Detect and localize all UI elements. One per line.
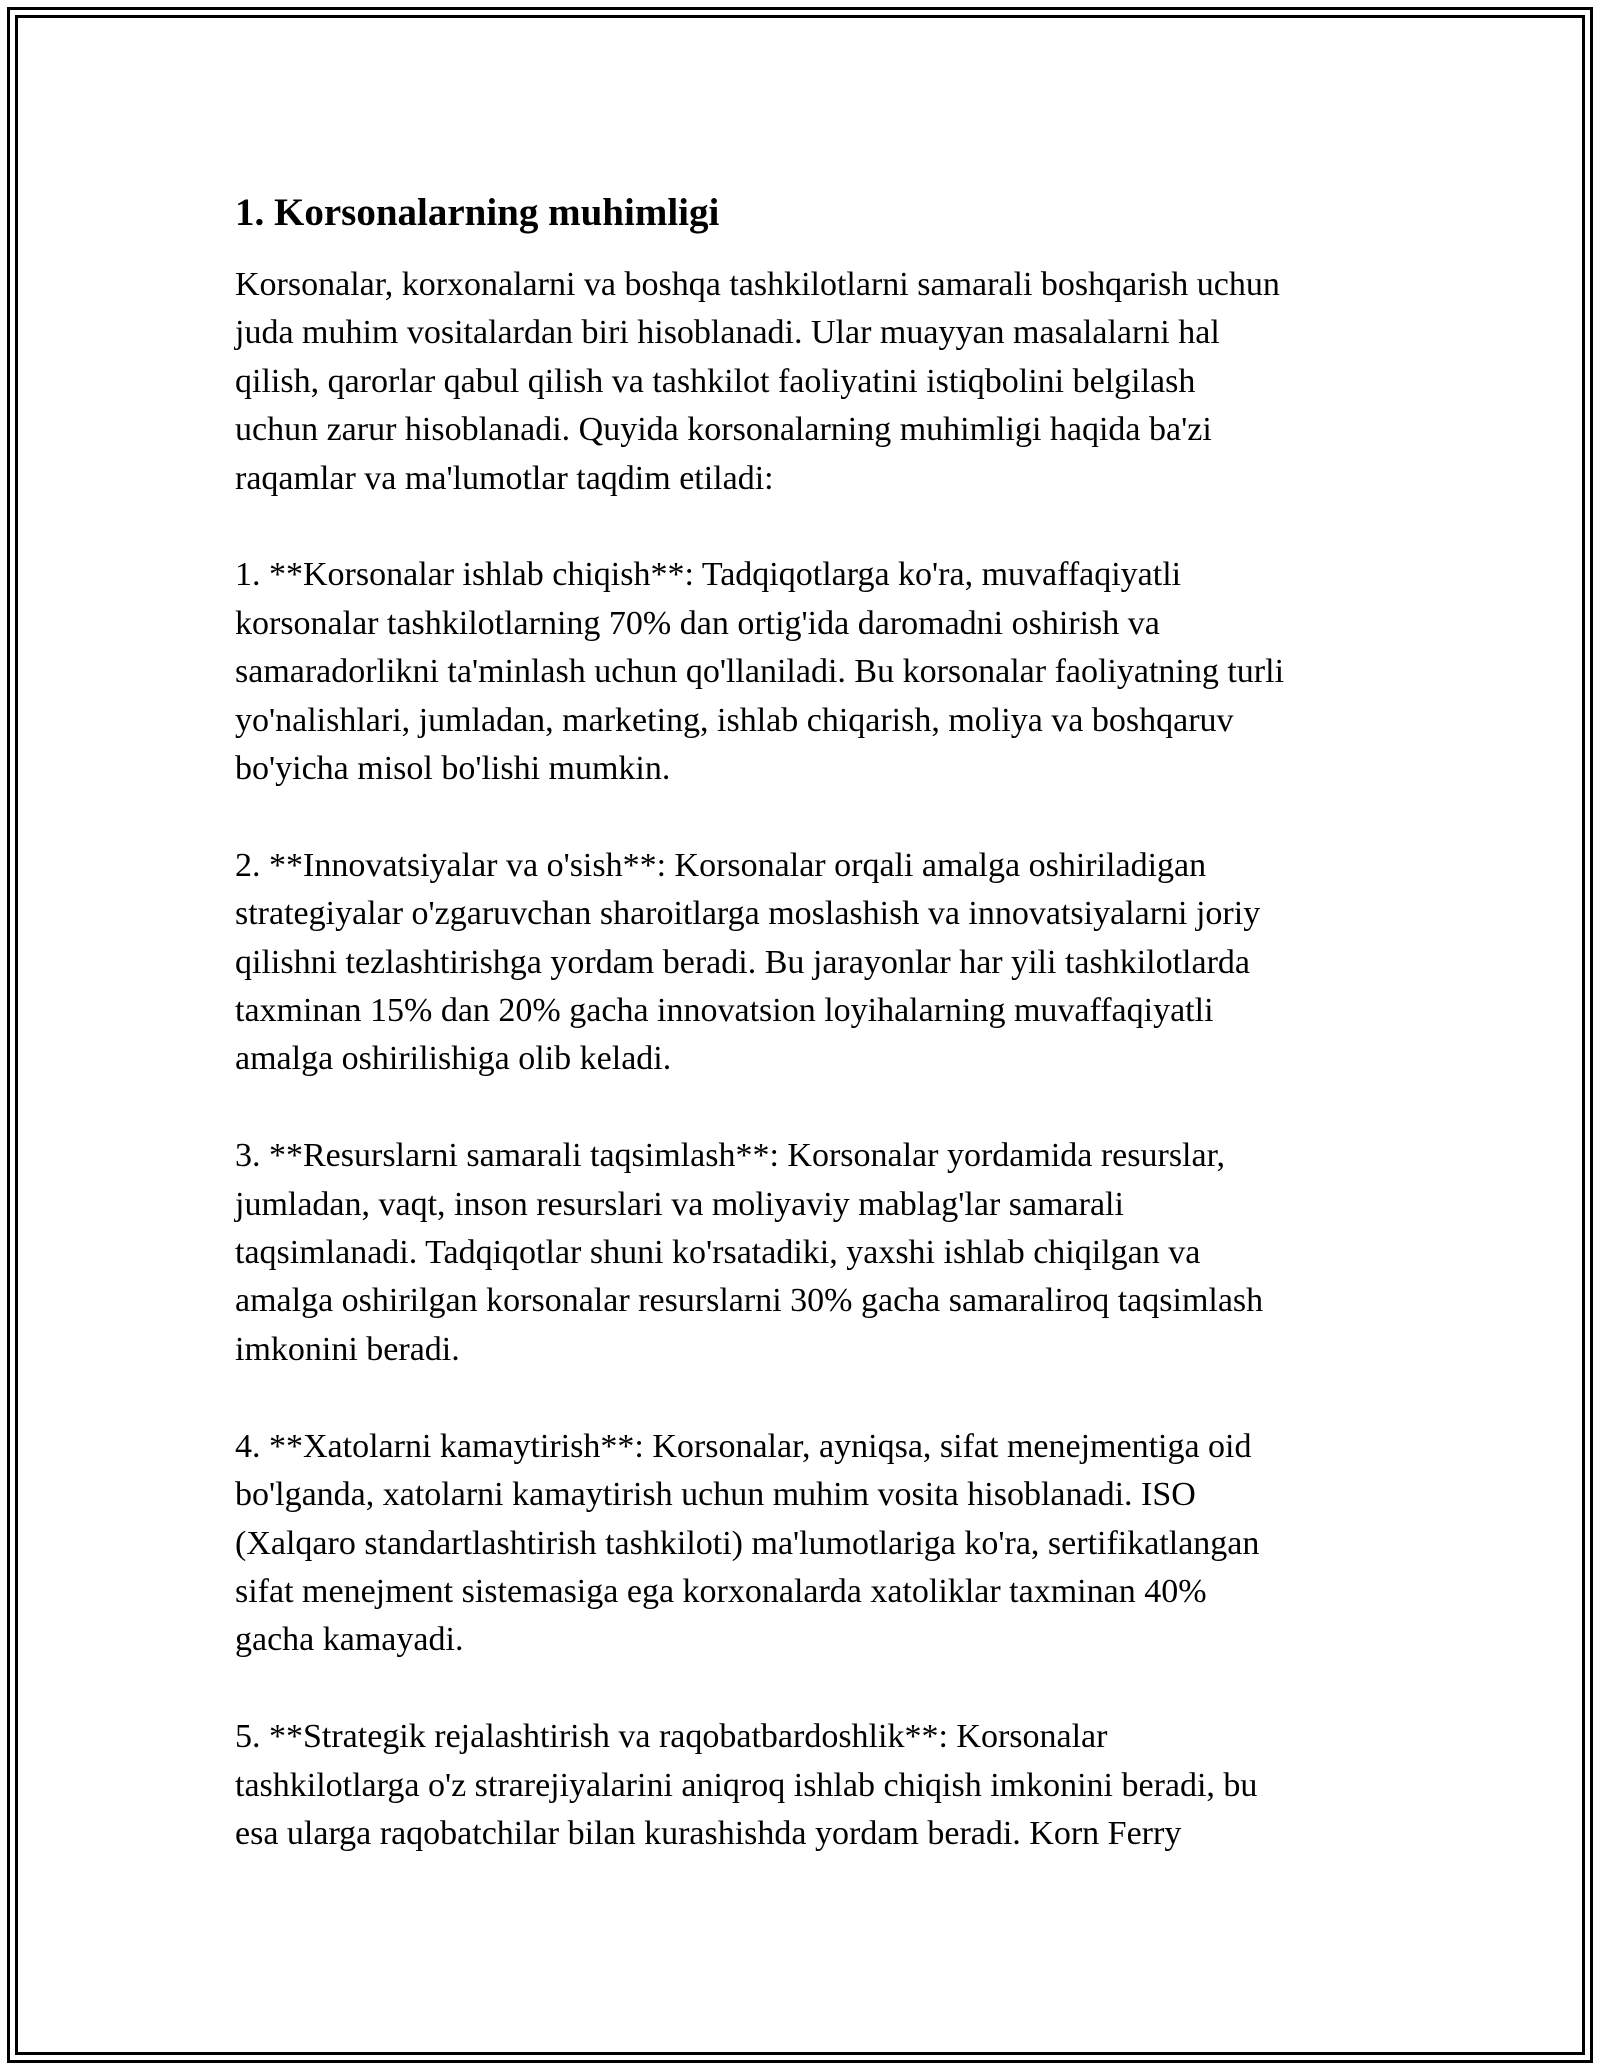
text-line: bo'lganda, xatolarni kamaytirish uchun muhim vosita hisoblanadi. ISO xyxy=(235,1476,1196,1514)
text-line: 5. **Strategik rejalashtirish va raqobatbardoshlik**: Korsonalar xyxy=(235,1718,1108,1756)
list-item-4 xyxy=(235,1423,1375,1665)
text-line: strategiyalar o'zgaruvchan sharoitlarga moslashish va innovatsiyalarni joriy xyxy=(235,895,1261,933)
text-line: sifat menejment sistemasiga ega korxonalarda xatoliklar taxminan 40% xyxy=(235,1572,1207,1610)
list-item-2 xyxy=(235,842,1375,1084)
text-line: juda muhim vositalardan biri hisoblanadi. Ular muayyan masalalarni hal xyxy=(235,314,1220,352)
text-line: qilishni tezlashtirishga yordam beradi. Bu jarayonlar har yili tashkilotlarda xyxy=(235,943,1251,981)
text-line: imkonini beradi. xyxy=(235,1330,460,1368)
text-line: 4. **Xatolarni kamaytirish**: Korsonalar, ayniqsa, sifat menejmentiga oid xyxy=(235,1427,1252,1465)
text-line: taqsimlanadi. Tadqiqotlar shuni ko'rsatadiki, yaxshi ishlab chiqilgan va xyxy=(235,1234,1201,1272)
document-body xyxy=(235,185,1375,1858)
text-line: bo'yicha misol bo'lishi mumkin. xyxy=(235,750,671,788)
list-item-1 xyxy=(235,551,1375,793)
text-line: korsonalar tashkilotlarning 70% dan ortig'ida daromadni oshirish va xyxy=(235,604,1160,642)
intro-paragraph xyxy=(235,261,1375,503)
text-line: yo'nalishlari, jumladan, marketing, ishlab chiqarish, moliya va boshqaruv xyxy=(235,701,1234,739)
text-line: uchun zarur hisoblanadi. Quyida korsonalarning muhimligi haqida ba'zi xyxy=(235,411,1212,449)
text-line: raqamlar va ma'lumotlar taqdim etiladi: xyxy=(235,459,774,497)
text-line: 3. **Resurslarni samarali taqsimlash**: Korsonalar yordamida resurslar, xyxy=(235,1137,1226,1175)
text-line: Korsonalar, korxonalarni va boshqa tashkilotlarni samarali boshqarish uchun xyxy=(235,266,1280,303)
text-line: esa ularga raqobatchilar bilan kurashishda yordam beradi. Korn Ferry xyxy=(235,1814,1182,1852)
text-line: 1. **Korsonalar ishlab chiqish**: Tadqiqotlarga ko'ra, muvaffaqiyatli xyxy=(235,556,1182,594)
text-line: gacha kamayadi. xyxy=(235,1621,464,1659)
text-line: amalga oshirilgan korsonalar resurslarni 30% gacha samaraliroq taqsimlash xyxy=(235,1282,1264,1320)
text-line: amalga oshirilishiga olib keladi. xyxy=(235,1040,672,1078)
text-line: 2. **Innovatsiyalar va o'sish**: Korsonalar orqali amalga oshiriladigan xyxy=(235,846,1207,884)
list-item-5 xyxy=(235,1713,1375,1858)
text-line: (Xalqaro standartlashtirish tashkiloti) ma'lumotlariga ko'ra, sertifikatlangan xyxy=(235,1524,1260,1562)
text-line: taxminan 15% dan 20% gacha innovatsion loyihalarning muvaffaqiyatli xyxy=(235,992,1214,1030)
text-line: tashkilotlarga o'z strarejiyalarini aniqroq ishlab chiqish imkonini beradi, bu xyxy=(235,1766,1258,1804)
text-line: jumladan, vaqt, inson resurslari va moliyaviy mablag'lar samarali xyxy=(235,1185,1124,1223)
text-line: qilish, qarorlar qabul qilish va tashkilot faoliyatini istiqbolini belgilash xyxy=(235,362,1196,400)
text-line: samaradorlikni ta'minlash uchun qo'llaniladi. Bu korsonalar faoliyatning turli xyxy=(235,653,1285,691)
section-heading: 1. Korsonalarning muhimligi xyxy=(235,191,720,234)
list-item-3 xyxy=(235,1132,1375,1374)
